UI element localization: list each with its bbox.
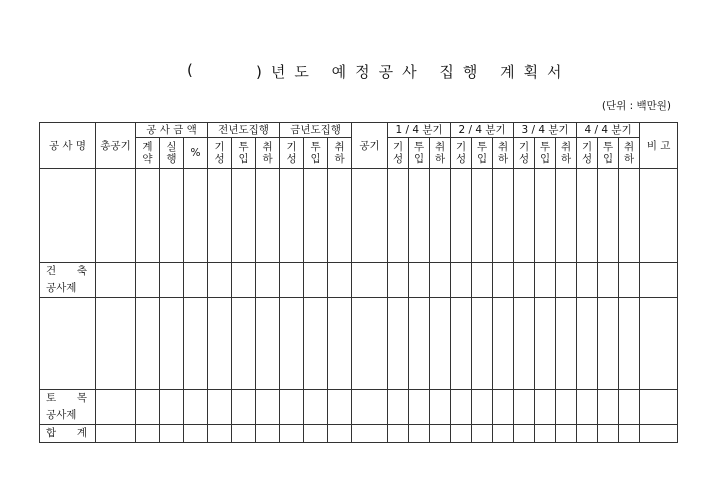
- header-q3-cancel: 취 하: [556, 138, 577, 169]
- header-prev-year: 전년도집행: [208, 123, 280, 138]
- header-quarter-2: 2 / 4 분기: [451, 123, 514, 138]
- header-this-done: 기 성: [280, 138, 304, 169]
- header-quarter-1: 1 / 4 분기: [388, 123, 451, 138]
- row-label-building-subtotal: 건 축 공사제: [40, 263, 96, 298]
- header-period: 공기: [352, 123, 388, 169]
- header-q4-cancel: 취 하: [619, 138, 640, 169]
- header-prev-input: 투 입: [232, 138, 256, 169]
- table-row: [40, 390, 678, 425]
- header-contract: 계 약: [136, 138, 160, 169]
- row-label-civil-subtotal: 토 목 공사제: [40, 390, 96, 425]
- table-row: [40, 298, 678, 390]
- header-total-period: 총공기: [96, 123, 136, 169]
- header-q4-done: 기 성: [577, 138, 598, 169]
- header-project-name: 공 사 명: [40, 123, 96, 169]
- table-row: [40, 425, 678, 443]
- header-this-year: 금년도집행: [280, 123, 352, 138]
- header-q4-input: 투 입: [598, 138, 619, 169]
- table-row: [40, 169, 678, 263]
- header-q2-done: 기 성: [451, 138, 472, 169]
- row-label-grand-total: 합 계: [40, 425, 96, 443]
- header-q2-input: 투 입: [472, 138, 493, 169]
- header-this-input: 투 입: [304, 138, 328, 169]
- unit-label: (단위 : 백만원): [601, 100, 671, 112]
- title-open-paren: (: [187, 61, 193, 79]
- header-quarter-3: 3 / 4 분기: [514, 123, 577, 138]
- header-actual: 실 행: [160, 138, 184, 169]
- header-q1-input: 투 입: [409, 138, 430, 169]
- execution-plan-table: [39, 122, 678, 443]
- header-q2-cancel: 취 하: [493, 138, 514, 169]
- header-contract-amount: 공 사 금 액: [136, 123, 208, 138]
- header-quarter-4: 4 / 4 분기: [577, 123, 640, 138]
- table-row: [40, 263, 678, 298]
- header-q1-done: 기 성: [388, 138, 409, 169]
- header-q3-done: 기 성: [514, 138, 535, 169]
- title-text: )년도 예정공사 집행 계획서: [256, 63, 571, 81]
- document-title: [0, 61, 713, 81]
- header-prev-cancel: 취 하: [256, 138, 280, 169]
- header-this-cancel: 취 하: [328, 138, 352, 169]
- header-percent: %: [184, 138, 208, 169]
- header-q3-input: 투 입: [535, 138, 556, 169]
- header-prev-done: 기 성: [208, 138, 232, 169]
- header-q1-cancel: 취 하: [430, 138, 451, 169]
- header-remarks: 비 고: [640, 123, 678, 169]
